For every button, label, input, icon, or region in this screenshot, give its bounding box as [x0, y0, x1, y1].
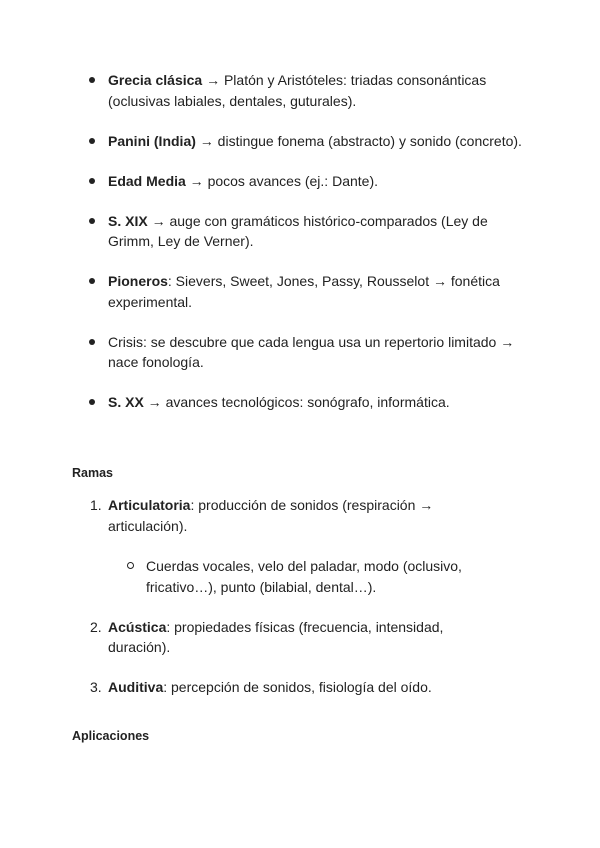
- item-text: → distingue fonema (abstracto) y sonido (concreto).: [195, 132, 522, 149]
- list-item: [86, 677, 486, 698]
- item-term: Panini (India): [108, 132, 196, 149]
- item-number: 2.: [90, 618, 102, 635]
- item-term: Articulatoria: [108, 497, 191, 513]
- item-term: S. XX: [108, 394, 144, 410]
- item-term: Edad Media: [108, 172, 186, 189]
- list-item: [86, 495, 486, 597]
- item-term: Pioneros: [108, 273, 168, 289]
- item-text: → Platón y Aristóteles: triadas consonánticas (oclusivas labiales, dentales, guturales).: [108, 72, 487, 109]
- ramas-list: [86, 495, 486, 717]
- list-item: [86, 392, 526, 413]
- history-list: [86, 70, 526, 432]
- item-text: Crisis: se descubre que cada lengua usa un repertorio limitado → nace fonología.: [108, 333, 515, 370]
- item-term: Acústica: [108, 618, 167, 635]
- aplicaciones-heading: Aplicaciones: [72, 729, 150, 743]
- item-number: 1.: [90, 497, 102, 513]
- list-item: [86, 332, 526, 373]
- list-item: [86, 271, 526, 312]
- item-text: : percepción de sonidos, fisiología del oído.: [163, 679, 432, 695]
- item-text: : Sievers, Sweet, Jones, Passy, Rousselot → fonética experimental.: [108, 273, 500, 310]
- ramas-heading: Ramas: [72, 466, 113, 480]
- item-term: S. XIX: [108, 212, 148, 229]
- list-item: [86, 131, 526, 152]
- list-item: [86, 171, 526, 192]
- list-item: [86, 70, 526, 111]
- item-text: → auge con gramáticos histórico-comparados (Ley de Grimm, Ley de Verner).: [108, 212, 488, 249]
- item-number: 3.: [90, 679, 102, 695]
- item-term: Auditiva: [108, 679, 164, 695]
- list-item: [86, 211, 526, 252]
- item-text: → avances tecnológicos: sonógrafo, informática.: [143, 394, 450, 410]
- list-item: [86, 617, 486, 658]
- item-text: : propiedades físicas (frecuencia, intensidad, duración).: [108, 618, 444, 655]
- item-term: Grecia clásica: [108, 72, 203, 88]
- item-text: → pocos avances (ej.: Dante).: [185, 172, 378, 189]
- item-text: : producción de sonidos (respiración → articulación).: [108, 497, 434, 534]
- sub-list: [108, 556, 486, 597]
- sub-list-item: Cuerdas vocales, velo del paladar, modo (oclusivo, fricativo…), punto (bilabial, dental…).: [108, 556, 486, 597]
